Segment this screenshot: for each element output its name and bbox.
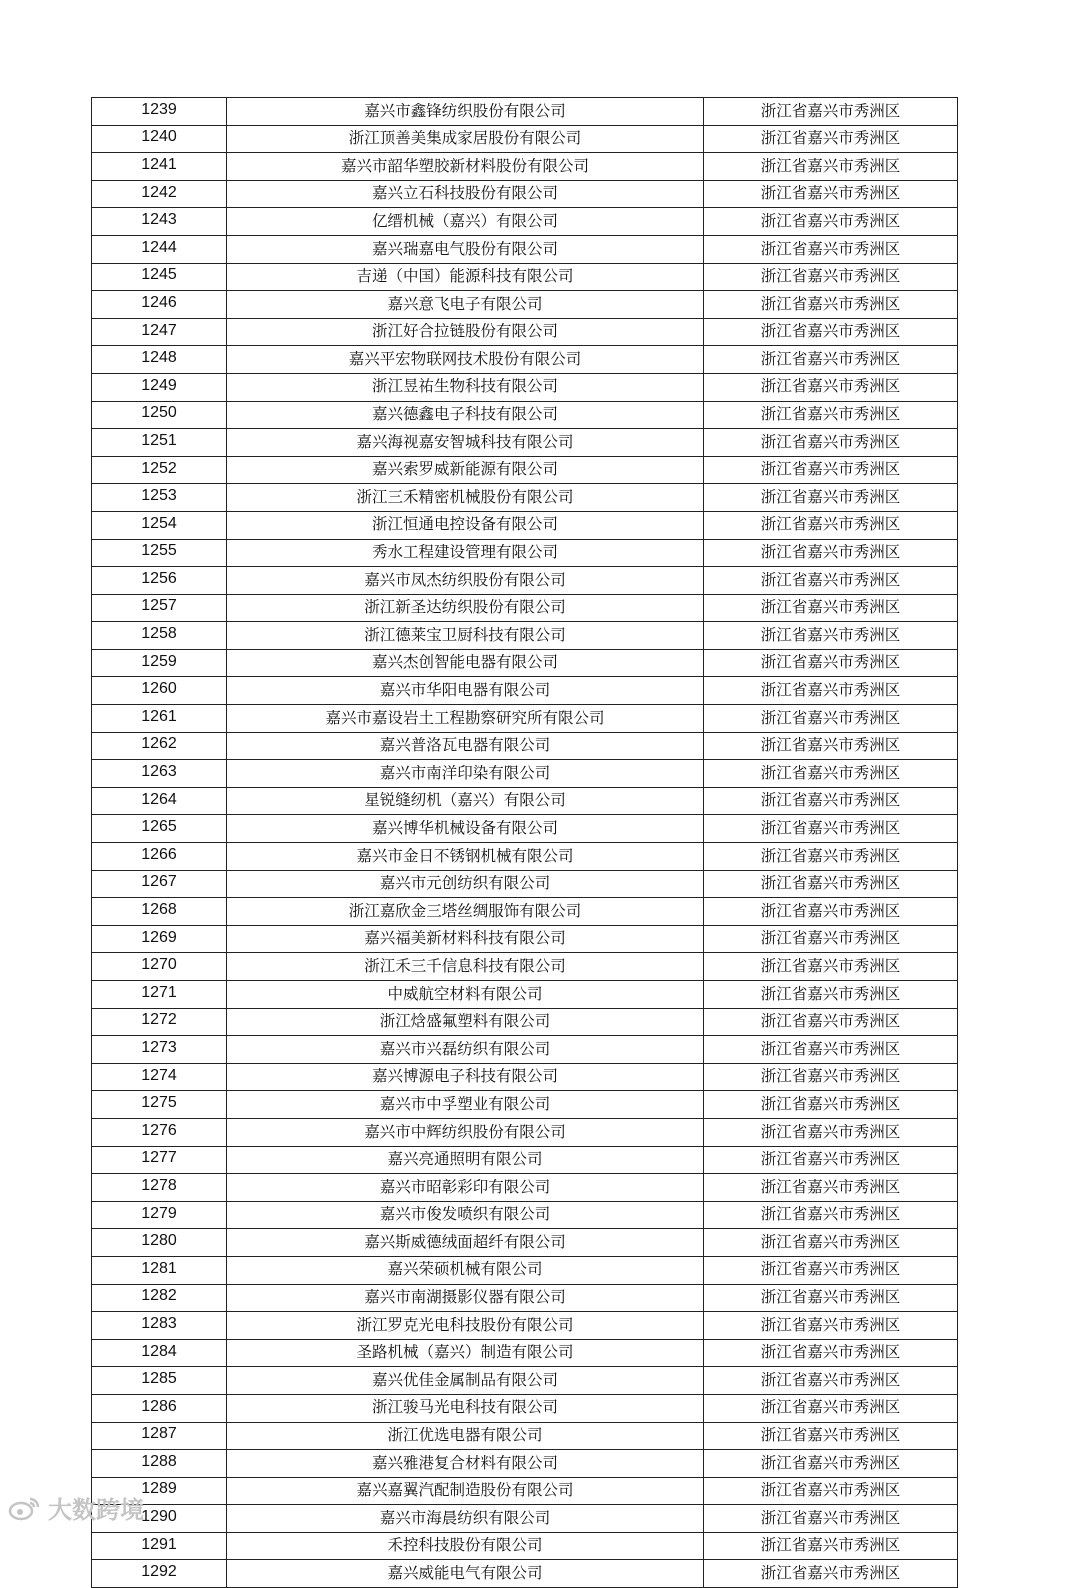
table-row <box>92 318 958 346</box>
row-number-cell: 1274 <box>92 1063 227 1091</box>
row-number-cell: 1259 <box>92 649 227 677</box>
region-cell: 浙江省嘉兴市秀洲区 <box>704 539 958 567</box>
company-name-cell: 浙江昱祐生物科技有限公司 <box>227 373 704 401</box>
row-number-cell: 1258 <box>92 622 227 650</box>
table-row <box>92 843 958 871</box>
region-cell: 浙江省嘉兴市秀洲区 <box>704 1560 958 1588</box>
table-row <box>92 1477 958 1505</box>
row-number-cell: 1244 <box>92 235 227 263</box>
region-cell: 浙江省嘉兴市秀洲区 <box>704 1036 958 1064</box>
company-name-cell: 浙江焓盛氟塑料有限公司 <box>227 1008 704 1036</box>
region-cell: 浙江省嘉兴市秀洲区 <box>704 1477 958 1505</box>
region-cell: 浙江省嘉兴市秀洲区 <box>704 429 958 457</box>
row-number-cell: 1265 <box>92 815 227 843</box>
region-cell: 浙江省嘉兴市秀洲区 <box>704 1339 958 1367</box>
row-number-cell: 1289 <box>92 1477 227 1505</box>
company-name-cell: 嘉兴杰创智能电器有限公司 <box>227 649 704 677</box>
region-cell: 浙江省嘉兴市秀洲区 <box>704 180 958 208</box>
region-cell: 浙江省嘉兴市秀洲区 <box>704 1091 958 1119</box>
region-cell: 浙江省嘉兴市秀洲区 <box>704 925 958 953</box>
company-name-cell: 中威航空材料有限公司 <box>227 981 704 1009</box>
row-number-cell: 1269 <box>92 925 227 953</box>
region-cell: 浙江省嘉兴市秀洲区 <box>704 125 958 153</box>
company-name-cell: 嘉兴荣硕机械有限公司 <box>227 1256 704 1284</box>
company-name-cell: 浙江优选电器有限公司 <box>227 1422 704 1450</box>
company-name-cell: 嘉兴索罗威新能源有限公司 <box>227 456 704 484</box>
region-cell: 浙江省嘉兴市秀洲区 <box>704 318 958 346</box>
row-number-cell: 1279 <box>92 1201 227 1229</box>
company-name-cell: 嘉兴市南湖摄影仪器有限公司 <box>227 1284 704 1312</box>
row-number-cell: 1246 <box>92 291 227 319</box>
company-name-cell: 浙江顶善美集成家居股份有限公司 <box>227 125 704 153</box>
row-number-cell: 1252 <box>92 456 227 484</box>
company-name-cell: 嘉兴市华阳电器有限公司 <box>227 677 704 705</box>
table-row <box>92 511 958 539</box>
region-cell: 浙江省嘉兴市秀洲区 <box>704 1146 958 1174</box>
row-number-cell: 1245 <box>92 263 227 291</box>
table-row <box>92 373 958 401</box>
table-row <box>92 429 958 457</box>
table-row <box>92 760 958 788</box>
company-name-cell: 嘉兴海视嘉安智城科技有限公司 <box>227 429 704 457</box>
region-cell: 浙江省嘉兴市秀洲区 <box>704 1008 958 1036</box>
row-number-cell: 1253 <box>92 484 227 512</box>
table-row <box>92 677 958 705</box>
company-name-cell: 嘉兴博源电子科技有限公司 <box>227 1063 704 1091</box>
company-name-cell: 浙江罗克光电科技股份有限公司 <box>227 1312 704 1340</box>
region-cell: 浙江省嘉兴市秀洲区 <box>704 1118 958 1146</box>
region-cell: 浙江省嘉兴市秀洲区 <box>704 1532 958 1560</box>
company-name-cell: 嘉兴亮通照明有限公司 <box>227 1146 704 1174</box>
company-name-cell: 嘉兴雅港复合材料有限公司 <box>227 1450 704 1478</box>
company-name-cell: 浙江嘉欣金三塔丝绸服饰有限公司 <box>227 898 704 926</box>
table-row <box>92 649 958 677</box>
region-cell: 浙江省嘉兴市秀洲区 <box>704 981 958 1009</box>
row-number-cell: 1239 <box>92 98 227 126</box>
region-cell: 浙江省嘉兴市秀洲区 <box>704 760 958 788</box>
region-cell: 浙江省嘉兴市秀洲区 <box>704 1394 958 1422</box>
row-number-cell: 1242 <box>92 180 227 208</box>
company-name-cell: 嘉兴威能电气有限公司 <box>227 1560 704 1588</box>
company-name-cell: 嘉兴市中辉纺织股份有限公司 <box>227 1118 704 1146</box>
company-name-cell: 浙江好合拉链股份有限公司 <box>227 318 704 346</box>
row-number-cell: 1257 <box>92 594 227 622</box>
table-row <box>92 263 958 291</box>
company-name-cell: 嘉兴市海晨纺织有限公司 <box>227 1505 704 1533</box>
table-row <box>92 1450 958 1478</box>
table-row <box>92 1118 958 1146</box>
region-cell: 浙江省嘉兴市秀洲区 <box>704 291 958 319</box>
table-row <box>92 401 958 429</box>
row-number-cell: 1281 <box>92 1256 227 1284</box>
table-row <box>92 1367 958 1395</box>
company-name-cell: 浙江禾三千信息科技有限公司 <box>227 953 704 981</box>
company-name-cell: 嘉兴市凤杰纺织股份有限公司 <box>227 567 704 595</box>
table-row <box>92 622 958 650</box>
row-number-cell: 1284 <box>92 1339 227 1367</box>
company-name-cell: 嘉兴博华机械设备有限公司 <box>227 815 704 843</box>
row-number-cell: 1267 <box>92 870 227 898</box>
row-number-cell: 1285 <box>92 1367 227 1395</box>
table-row <box>92 1229 958 1257</box>
company-name-cell: 嘉兴市南洋印染有限公司 <box>227 760 704 788</box>
region-cell: 浙江省嘉兴市秀洲区 <box>704 511 958 539</box>
row-number-cell: 1292 <box>92 1560 227 1588</box>
row-number-cell: 1256 <box>92 567 227 595</box>
region-cell: 浙江省嘉兴市秀洲区 <box>704 263 958 291</box>
region-cell: 浙江省嘉兴市秀洲区 <box>704 153 958 181</box>
watermark-text: 大数跨境 <box>48 1496 144 1524</box>
row-number-cell: 1271 <box>92 981 227 1009</box>
row-number-cell: 1270 <box>92 953 227 981</box>
region-cell: 浙江省嘉兴市秀洲区 <box>704 594 958 622</box>
company-name-cell: 吉递（中国）能源科技有限公司 <box>227 263 704 291</box>
table-row <box>92 208 958 236</box>
row-number-cell: 1262 <box>92 732 227 760</box>
table-row <box>92 1532 958 1560</box>
region-cell: 浙江省嘉兴市秀洲区 <box>704 1201 958 1229</box>
company-name-cell: 嘉兴德鑫电子科技有限公司 <box>227 401 704 429</box>
company-table <box>91 97 958 1588</box>
row-number-cell: 1276 <box>92 1118 227 1146</box>
company-name-cell: 浙江新圣达纺织股份有限公司 <box>227 594 704 622</box>
table-row <box>92 870 958 898</box>
region-cell: 浙江省嘉兴市秀洲区 <box>704 1312 958 1340</box>
table-row <box>92 898 958 926</box>
table-row <box>92 235 958 263</box>
table-row <box>92 1284 958 1312</box>
region-cell: 浙江省嘉兴市秀洲区 <box>704 567 958 595</box>
company-name-cell: 嘉兴市昭彰彩印有限公司 <box>227 1174 704 1202</box>
region-cell: 浙江省嘉兴市秀洲区 <box>704 456 958 484</box>
row-number-cell: 1275 <box>92 1091 227 1119</box>
table-row <box>92 153 958 181</box>
company-name-cell: 嘉兴市鑫锋纺织股份有限公司 <box>227 98 704 126</box>
table-row <box>92 925 958 953</box>
row-number-cell: 1280 <box>92 1229 227 1257</box>
company-name-cell: 嘉兴福美新材料科技有限公司 <box>227 925 704 953</box>
region-cell: 浙江省嘉兴市秀洲区 <box>704 1284 958 1312</box>
row-number-cell: 1248 <box>92 346 227 374</box>
company-name-cell: 嘉兴市韶华塑胶新材料股份有限公司 <box>227 153 704 181</box>
table-row <box>92 1256 958 1284</box>
table-row <box>92 484 958 512</box>
region-cell: 浙江省嘉兴市秀洲区 <box>704 677 958 705</box>
row-number-cell: 1250 <box>92 401 227 429</box>
region-cell: 浙江省嘉兴市秀洲区 <box>704 622 958 650</box>
region-cell: 浙江省嘉兴市秀洲区 <box>704 484 958 512</box>
row-number-cell: 1261 <box>92 705 227 733</box>
region-cell: 浙江省嘉兴市秀洲区 <box>704 815 958 843</box>
table-row <box>92 98 958 126</box>
row-number-cell: 1286 <box>92 1394 227 1422</box>
region-cell: 浙江省嘉兴市秀洲区 <box>704 1422 958 1450</box>
region-cell: 浙江省嘉兴市秀洲区 <box>704 898 958 926</box>
region-cell: 浙江省嘉兴市秀洲区 <box>704 1256 958 1284</box>
region-cell: 浙江省嘉兴市秀洲区 <box>704 705 958 733</box>
region-cell: 浙江省嘉兴市秀洲区 <box>704 208 958 236</box>
company-name-cell: 嘉兴斯威德绒面超纤有限公司 <box>227 1229 704 1257</box>
region-cell: 浙江省嘉兴市秀洲区 <box>704 401 958 429</box>
row-number-cell: 1249 <box>92 373 227 401</box>
company-name-cell: 嘉兴平宏物联网技术股份有限公司 <box>227 346 704 374</box>
company-name-cell: 嘉兴市俊发喷织有限公司 <box>227 1201 704 1229</box>
row-number-cell: 1288 <box>92 1450 227 1478</box>
table-row <box>92 1146 958 1174</box>
table-row <box>92 346 958 374</box>
row-number-cell: 1283 <box>92 1312 227 1340</box>
table-row <box>92 1422 958 1450</box>
row-number-cell: 1266 <box>92 843 227 871</box>
table-row <box>92 594 958 622</box>
table-row <box>92 125 958 153</box>
company-name-cell: 嘉兴市金日不锈钢机械有限公司 <box>227 843 704 871</box>
company-name-cell: 秀水工程建设管理有限公司 <box>227 539 704 567</box>
region-cell: 浙江省嘉兴市秀洲区 <box>704 1229 958 1257</box>
company-name-cell: 嘉兴市元创纺织有限公司 <box>227 870 704 898</box>
row-number-cell: 1260 <box>92 677 227 705</box>
table-row <box>92 1008 958 1036</box>
row-number-cell: 1264 <box>92 787 227 815</box>
company-name-cell: 亿缙机械（嘉兴）有限公司 <box>227 208 704 236</box>
row-number-cell: 1291 <box>92 1532 227 1560</box>
region-cell: 浙江省嘉兴市秀洲区 <box>704 1174 958 1202</box>
company-name-cell: 嘉兴立石科技股份有限公司 <box>227 180 704 208</box>
company-name-cell: 浙江德莱宝卫厨科技有限公司 <box>227 622 704 650</box>
table-row <box>92 1312 958 1340</box>
company-table-body <box>92 98 958 1588</box>
region-cell: 浙江省嘉兴市秀洲区 <box>704 953 958 981</box>
region-cell: 浙江省嘉兴市秀洲区 <box>704 98 958 126</box>
company-name-cell: 嘉兴普洛瓦电器有限公司 <box>227 732 704 760</box>
row-number-cell: 1251 <box>92 429 227 457</box>
region-cell: 浙江省嘉兴市秀洲区 <box>704 870 958 898</box>
table-row <box>92 953 958 981</box>
table-row <box>92 1560 958 1588</box>
row-number-cell: 1272 <box>92 1008 227 1036</box>
watermark <box>8 1490 144 1525</box>
company-name-cell: 嘉兴瑞嘉电气股份有限公司 <box>227 235 704 263</box>
row-number-cell: 1255 <box>92 539 227 567</box>
row-number-cell: 1243 <box>92 208 227 236</box>
row-number-cell: 1277 <box>92 1146 227 1174</box>
company-name-cell: 嘉兴优佳金属制品有限公司 <box>227 1367 704 1395</box>
table-row <box>92 815 958 843</box>
region-cell: 浙江省嘉兴市秀洲区 <box>704 787 958 815</box>
region-cell: 浙江省嘉兴市秀洲区 <box>704 1063 958 1091</box>
company-name-cell: 嘉兴市嘉设岩土工程勘察研究所有限公司 <box>227 705 704 733</box>
table-row <box>92 291 958 319</box>
table-row <box>92 180 958 208</box>
table-row <box>92 1091 958 1119</box>
table-row <box>92 1036 958 1064</box>
row-number-cell: 1247 <box>92 318 227 346</box>
table-row <box>92 456 958 484</box>
table-row <box>92 981 958 1009</box>
row-number-cell: 1241 <box>92 153 227 181</box>
company-name-cell: 圣路机械（嘉兴）制造有限公司 <box>227 1339 704 1367</box>
table-row <box>92 1063 958 1091</box>
company-name-cell: 浙江骏马光电科技有限公司 <box>227 1394 704 1422</box>
row-number-cell: 1240 <box>92 125 227 153</box>
company-name-cell: 禾控科技股份有限公司 <box>227 1532 704 1560</box>
company-name-cell: 星锐缝纫机（嘉兴）有限公司 <box>227 787 704 815</box>
table-row <box>92 732 958 760</box>
region-cell: 浙江省嘉兴市秀洲区 <box>704 843 958 871</box>
row-number-cell: 1278 <box>92 1174 227 1202</box>
row-number-cell: 1268 <box>92 898 227 926</box>
weibo-icon <box>8 1495 42 1521</box>
table-row <box>92 1339 958 1367</box>
table-row <box>92 1394 958 1422</box>
table-row <box>92 705 958 733</box>
company-name-cell: 嘉兴嘉翼汽配制造股份有限公司 <box>227 1477 704 1505</box>
region-cell: 浙江省嘉兴市秀洲区 <box>704 732 958 760</box>
table-row <box>92 1505 958 1533</box>
region-cell: 浙江省嘉兴市秀洲区 <box>704 1450 958 1478</box>
row-number-cell: 1254 <box>92 511 227 539</box>
region-cell: 浙江省嘉兴市秀洲区 <box>704 235 958 263</box>
company-name-cell: 嘉兴意飞电子有限公司 <box>227 291 704 319</box>
region-cell: 浙江省嘉兴市秀洲区 <box>704 649 958 677</box>
row-number-cell: 1287 <box>92 1422 227 1450</box>
table-row <box>92 1174 958 1202</box>
row-number-cell: 1263 <box>92 760 227 788</box>
company-table-container <box>91 97 956 1588</box>
company-name-cell: 嘉兴市中孚塑业有限公司 <box>227 1091 704 1119</box>
table-row <box>92 567 958 595</box>
table-row <box>92 787 958 815</box>
company-name-cell: 浙江恒通电控设备有限公司 <box>227 511 704 539</box>
region-cell: 浙江省嘉兴市秀洲区 <box>704 373 958 401</box>
table-row <box>92 539 958 567</box>
row-number-cell: 1290 <box>92 1505 227 1533</box>
region-cell: 浙江省嘉兴市秀洲区 <box>704 346 958 374</box>
region-cell: 浙江省嘉兴市秀洲区 <box>704 1505 958 1533</box>
row-number-cell: 1273 <box>92 1036 227 1064</box>
company-name-cell: 浙江三禾精密机械股份有限公司 <box>227 484 704 512</box>
row-number-cell: 1282 <box>92 1284 227 1312</box>
company-name-cell: 嘉兴市兴磊纺织有限公司 <box>227 1036 704 1064</box>
region-cell: 浙江省嘉兴市秀洲区 <box>704 1367 958 1395</box>
table-row <box>92 1201 958 1229</box>
